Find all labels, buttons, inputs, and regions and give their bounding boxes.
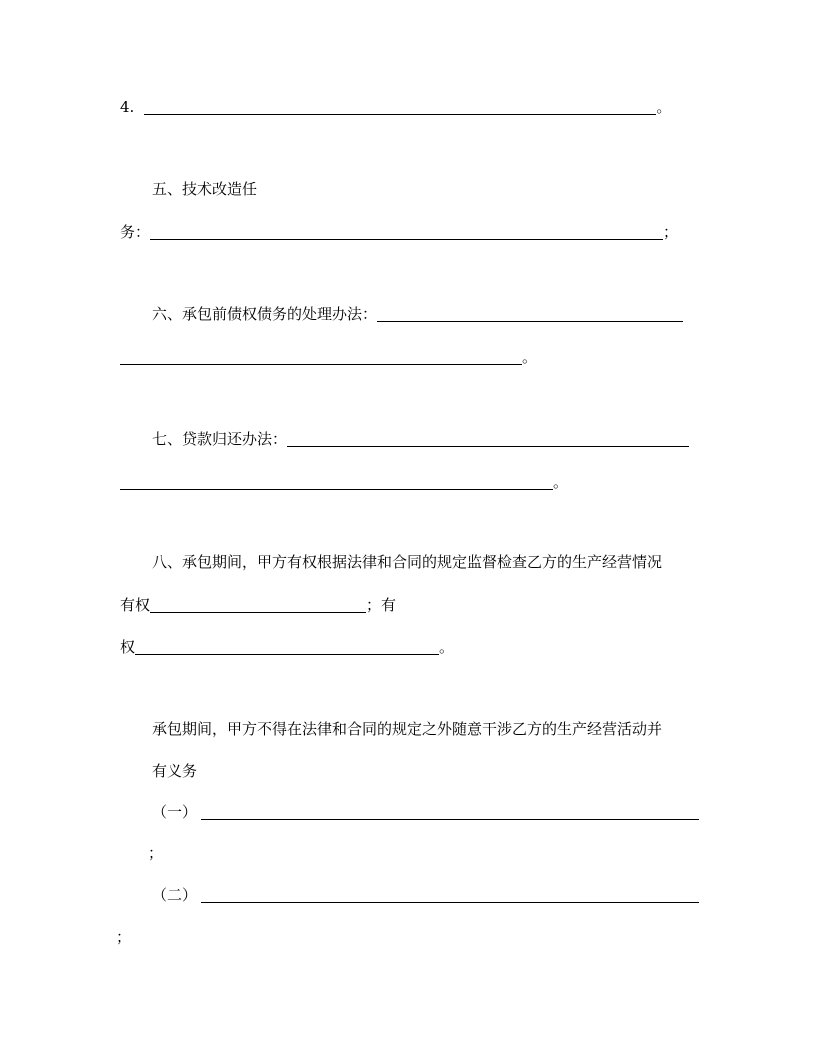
obligations-line-1: 承包期间，甲方不得在法律和合同的规定之外随意干涉乙方的生产经营活动并: [152, 720, 663, 738]
right-1-prefix: 有权: [120, 596, 151, 614]
section-5-prefix: 务：: [120, 223, 151, 241]
section-6-line: [152, 303, 683, 325]
item-4-end: 。: [656, 98, 672, 116]
section-8-right-2: [120, 636, 454, 658]
obligation-1-blank[interactable]: [201, 803, 699, 820]
section-7-blank-2[interactable]: [120, 473, 553, 490]
obligation-item-2: [152, 884, 699, 906]
section-6-blank-1[interactable]: [377, 305, 683, 322]
obligation-item-1-end: [148, 842, 163, 864]
section-7-blank-1[interactable]: [287, 430, 689, 447]
right-2-end: 。: [439, 638, 455, 656]
obligation-item-1: [152, 801, 699, 823]
obligation-2-label: （二）: [152, 886, 198, 904]
section-8-text: [152, 551, 662, 573]
right-1-sep: ；有: [366, 596, 397, 614]
section-5-blank[interactable]: [150, 223, 663, 240]
obligations-heading: [152, 760, 197, 782]
right-2-blank[interactable]: [135, 638, 439, 655]
item-4-blank[interactable]: [144, 98, 656, 115]
obligation-item-2-end: [116, 926, 131, 948]
right-1-blank[interactable]: [150, 596, 366, 613]
section-6-line-2: [120, 346, 537, 368]
obligation-2-end: ；: [116, 928, 132, 946]
section-7-line: [152, 428, 689, 450]
section-5-end: ；: [663, 223, 679, 241]
section-6-end: 。: [522, 348, 538, 366]
section-5-title: 五、技术改造任: [152, 180, 258, 198]
obligations-text: [152, 718, 662, 740]
obligation-2-blank[interactable]: [201, 886, 699, 903]
section-6-prefix: 六、承包前债权债务的处理办法：: [152, 305, 378, 323]
section-7-prefix: 七、贷款归还办法：: [152, 430, 288, 448]
section-8-right-1: [120, 594, 396, 616]
section-7-end: 。: [553, 473, 569, 491]
section-5-heading: [152, 178, 257, 200]
right-2-prefix: 权: [120, 638, 136, 656]
item-4-line: [120, 96, 671, 118]
obligation-1-label: （一）: [152, 803, 198, 821]
section-7-line-2: [120, 471, 568, 493]
obligations-line-2: 有义务: [152, 762, 198, 780]
section-5-line: [120, 221, 678, 243]
item-4-label: 4.: [120, 98, 135, 116]
obligation-1-end: ；: [148, 844, 164, 862]
section-8-title: 八、承包期间，甲方有权根据法律和合同的规定监督检查乙方的生产经营情况: [152, 553, 663, 571]
section-6-blank-2[interactable]: [120, 348, 522, 365]
